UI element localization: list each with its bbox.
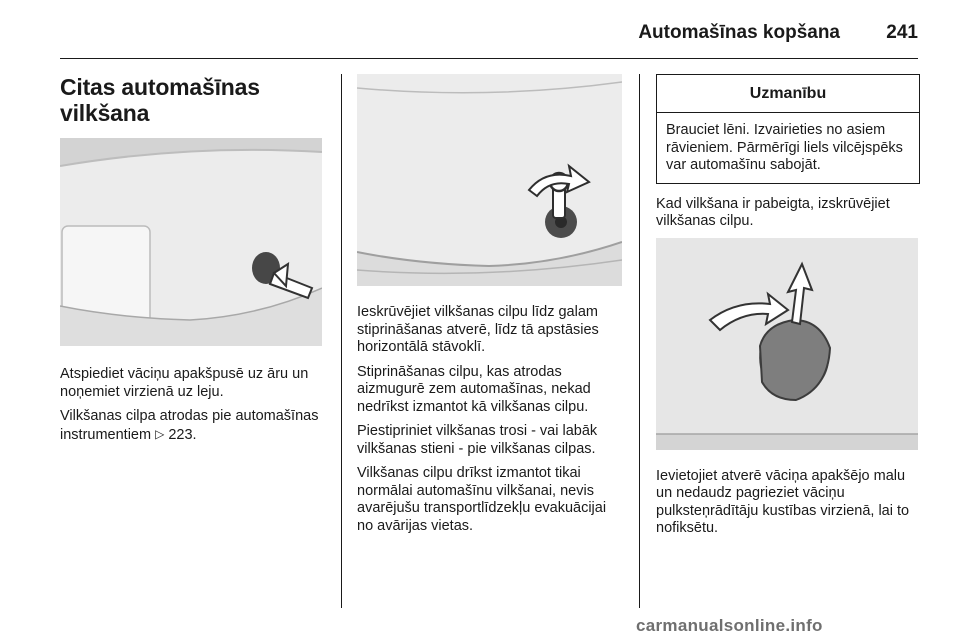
paragraph: Vilkšanas cilpu drīkst izmantot tikai normālai automašīnu vilkšanai, nevis avarējušu transportlīdzekļu evakuācijai no avārijas vietas. — [357, 465, 607, 534]
cover-install-illustration — [656, 238, 918, 450]
page-header — [60, 0, 918, 59]
paragraph: Vilkšanas cilpa atrodas pie automašīnas instrumentiem ▷ 223. — [60, 408, 319, 443]
paragraph: Atspiediet vāciņu apakšpusē uz āru un noņemiet virzienā uz leju. — [60, 366, 309, 400]
section-title: Automašīnas kopšana — [638, 22, 840, 43]
paragraph: Piestipriniet vilkšanas trosi - vai labāk vilkšanas stieni - pie vilkšanas cilpas. — [357, 423, 598, 457]
watermark-text: carmanualsonline.info — [636, 616, 823, 635]
caution-title: Uzmanību — [657, 75, 919, 113]
paragraph: Kad vilkšana ir pabeigta, izskrūvējiet vilkšanas cilpu. — [656, 195, 890, 229]
caution-box — [656, 74, 920, 184]
paragraph: Ievietojiet atverē vāciņa apakšējo malu un nedaudz pagrieziet vāciņu pulksteņrādītāju kustības virzienā, lai to nofiksētu. — [656, 467, 910, 536]
column-2 — [357, 74, 622, 542]
column-divider-1 — [341, 74, 342, 608]
column-divider-2 — [639, 74, 640, 608]
page-number: 241 — [886, 22, 918, 43]
caution-text: Brauciet lēni. Izvairieties no asiem rāvieniem. Pārmērīgi liels vilcējspēks var automašīnu sabojāt. — [666, 122, 903, 173]
paragraph: Stiprināšanas cilpu, kas atrodas aizmugurē zem automašīnas, nekad nedrīkst izmantot kā vilkšanas cilpu. — [357, 363, 591, 415]
column-1 — [60, 74, 322, 451]
column-3 — [656, 74, 920, 545]
page-reference-icon: ▷ — [155, 426, 165, 441]
section-heading: Citas automašīnas vilkšana — [60, 74, 260, 126]
towing-eye-illustration — [357, 74, 622, 286]
paragraph: Ieskrūvējiet vilkšanas cilpu līdz galam stiprināšanas atverē, līdz tā apstāsies horizontālā stāvoklī. — [357, 304, 599, 355]
bumper-cover-illustration — [60, 138, 322, 346]
